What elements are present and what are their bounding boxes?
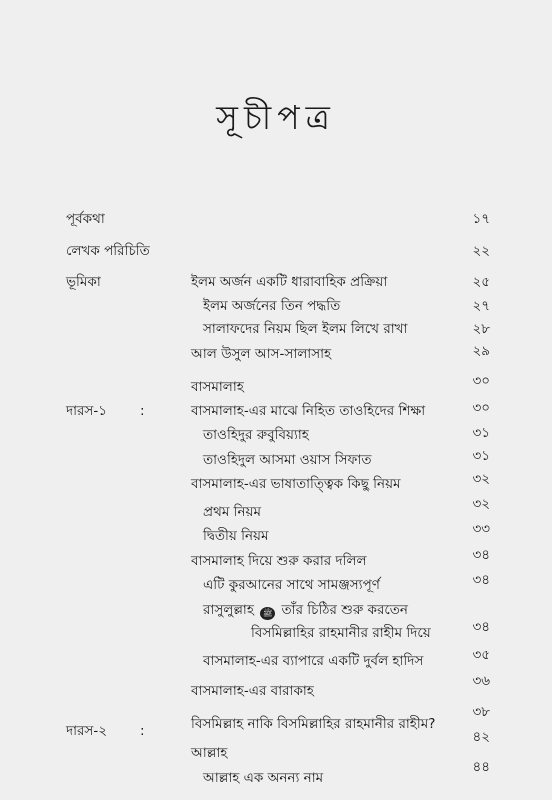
toc-entry: বাসমালাহ: [191, 379, 244, 395]
page-number: ২৯: [472, 343, 490, 359]
page-number: ৩০: [472, 373, 490, 389]
toc-entry: প্রথম নিয়ম: [203, 504, 261, 520]
page-number: ২৮: [472, 321, 490, 337]
toc-entry: বাসমালাহ-এর ব্যাপারে একটি দুর্বল হাদিস: [203, 653, 424, 669]
toc-entry: বাসমালাহ-এর ভাষাতাত্ত্বিক কিছু নিয়ম: [191, 476, 401, 492]
toc-entry: আল্লাহ এক অনন্য নাম: [203, 770, 324, 786]
separator-colon: :: [140, 403, 145, 419]
toc-entry-text: রাসুলুল্লাহ: [203, 602, 254, 618]
toc-entry: সালাফদের নিয়ম ছিল ইলম লিখে রাখা: [203, 321, 408, 337]
page-number: ৪৪: [472, 759, 490, 775]
toc-entry: এটি কুরআনের সাথে সামঞ্জস্যপূর্ণ: [203, 577, 380, 593]
toc-entry: আল উসুল আস-সালাসাহ: [191, 346, 332, 362]
section-lekhok: লেখক পরিচিতি: [66, 243, 150, 259]
page-number: ৩২: [472, 496, 490, 512]
page-number: ৩৩: [472, 521, 490, 537]
toc-entry: আল্লাহ: [191, 745, 228, 761]
toc-entry: বিসমিল্লাহ নাকি বিসমিল্লাহির রাহমানীর রাহীম?: [191, 716, 436, 732]
page-number: ২৫: [472, 274, 490, 290]
section-dars-1: দারস-১: [66, 403, 107, 419]
page-number: ৩২: [472, 471, 490, 487]
toc-entry: তাওহিদুর রুবুবিয়্যাহ: [203, 427, 309, 443]
toc-entry: ইলম অর্জন একটি ধারাবাহিক প্রক্রিয়া: [191, 274, 388, 290]
toc-entry-multiline: [203, 601, 408, 620]
toc-entry: বিসমিল্লাহির রাহমানীর রাহীম দিয়ে: [251, 625, 431, 641]
page-number: ৩৬: [472, 673, 490, 689]
page-number: ৩১: [472, 425, 490, 441]
page-number: ২৭: [472, 298, 490, 314]
toc-entry: ইলম অর্জনের তিন পদ্ধতি: [203, 298, 341, 314]
page-number: ৪২: [472, 729, 490, 745]
page-number: ৩৪: [472, 572, 490, 588]
toc-entry: বাসমালাহ-এর বারাকাহ: [191, 683, 314, 699]
salawat-symbol-icon: ﷺ: [260, 607, 275, 620]
page-number: ৩৪: [472, 619, 490, 635]
toc-entry: তাওহিদুল আসমা ওয়াস সিফাত: [203, 452, 372, 468]
page-number: ৩৫: [472, 647, 490, 663]
page-number: ৩৮: [472, 704, 490, 720]
page-number: ৩০: [472, 400, 490, 416]
page-number: ৩১: [472, 448, 490, 464]
page-title: সূচীপত্র: [216, 98, 336, 137]
section-purbokotha: পূর্বকথা: [66, 211, 105, 227]
toc-entry-text: তাঁর চিঠির শুরু করতেন: [281, 602, 408, 618]
section-dars-2: দারস-২: [66, 723, 108, 739]
toc-entry: বাসমালাহ-এর মাঝে নিহিত তাওহিদের শিক্ষা: [191, 403, 426, 419]
toc-entry: দ্বিতীয় নিয়ম: [203, 528, 269, 544]
separator-colon: :: [140, 723, 145, 739]
page-number: ৩৪: [472, 547, 490, 563]
toc-entry: বাসমালাহ দিয়ে শুরু করার দলিল: [191, 553, 367, 569]
page-number: ১৭: [472, 211, 490, 227]
page-number: ২২: [472, 243, 490, 259]
section-bhumika: ভূমিকা: [66, 274, 101, 290]
